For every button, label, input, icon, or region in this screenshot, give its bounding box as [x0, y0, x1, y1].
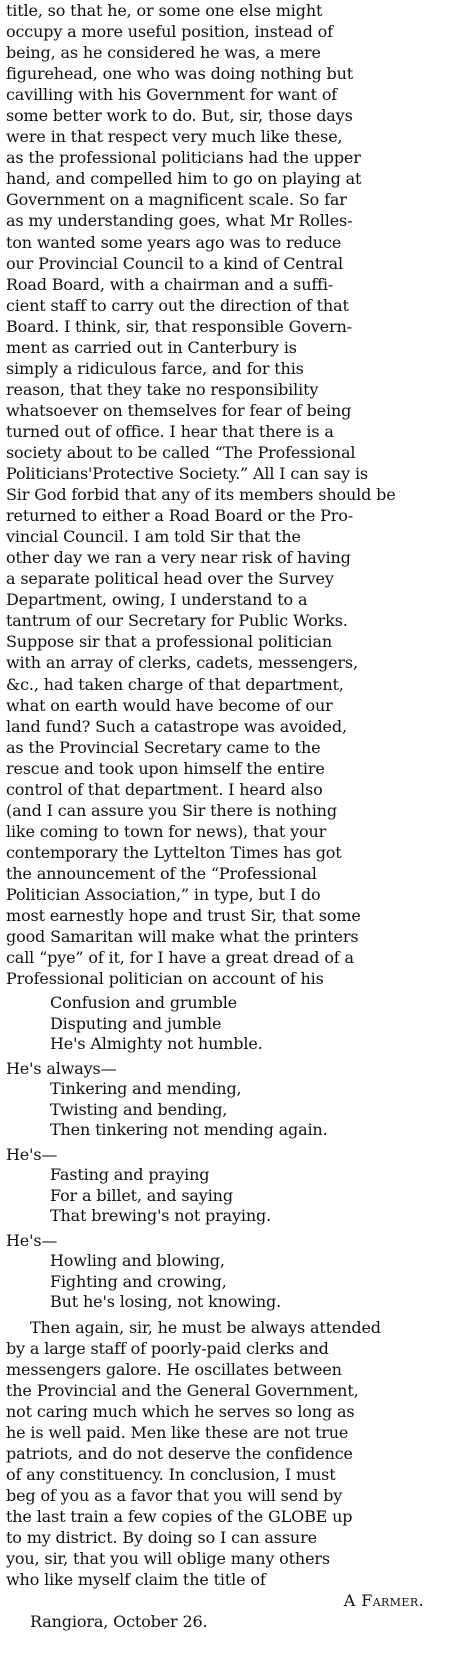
- text-line: good Samaritan will make what the printers: [6, 927, 359, 947]
- dateline: Rangiora, October 26.: [30, 1612, 208, 1632]
- text-line: patriots, and do not deserve the confidence: [6, 1443, 353, 1463]
- verse-line: He's Almighty not humble.: [50, 1034, 263, 1054]
- text-line: other day we ran a very near risk of having: [6, 548, 351, 568]
- verse-line: Fighting and crowing,: [50, 1271, 227, 1291]
- text-line: as my understanding goes, what Mr Rolles-: [6, 211, 353, 231]
- text-line: returned to either a Road Board or the Pro-: [6, 506, 354, 526]
- stanza-head: He's always—: [6, 1058, 117, 1078]
- text-line: a separate political head over the Survey: [6, 569, 334, 589]
- closing-paragraph: [6, 1317, 446, 1591]
- text-line: most earnestly hope and trust Sir, that some: [6, 906, 361, 926]
- text-line: whatsoever on themselves for fear of being: [6, 400, 352, 420]
- text-line: vincial Council. I am told Sir that the: [6, 527, 301, 547]
- text-line: cient staff to carry out the direction of that: [6, 295, 349, 315]
- signature: A Farmer.: [343, 1591, 424, 1611]
- text-line: &c., had taken charge of that department,: [6, 674, 344, 694]
- text-line: the Provincial and the General Government,: [6, 1380, 359, 1400]
- text-line: Professional politician on account of his: [6, 969, 324, 989]
- text-line: some better work to do. But, sir, those days: [6, 106, 353, 126]
- body-paragraph: [6, 0, 446, 989]
- text-line: what on earth would have become of our: [6, 695, 333, 715]
- text-line: Board. I think, sir, that responsible Govern-: [6, 316, 352, 336]
- verse-line: Confusion and grumble: [50, 993, 237, 1013]
- text-line: society about to be called “The Professional: [6, 442, 356, 462]
- text-line: Politicians'Protective Society.” All I can say is: [6, 464, 368, 484]
- text-line: with an array of clerks, cadets, messengers,: [6, 653, 358, 673]
- text-line: Government on a magnificent scale. So far: [6, 190, 347, 210]
- text-line: being, as he considered he was, a mere: [6, 43, 321, 63]
- verse-stanza: [6, 1145, 446, 1227]
- text-line: cavilling with his Government for want of: [6, 85, 338, 105]
- text-line: Road Board, with a chairman and a suffi-: [6, 274, 334, 294]
- text-line: rescue and took upon himself the entire: [6, 758, 325, 778]
- verse-line: Twisting and bending,: [50, 1099, 228, 1119]
- text-line: Suppose sir that a professional politician: [6, 632, 333, 652]
- text-line: you, sir, that you will oblige many others: [6, 1549, 330, 1569]
- text-line: simply a ridiculous farce, and for this: [6, 358, 304, 378]
- text-line: of any constituency. In conclusion, I must: [6, 1465, 336, 1485]
- text-line: Department, owing, I understand to a: [6, 590, 308, 610]
- text-line: contemporary the Lyttelton Times has got: [6, 842, 342, 862]
- verse-line: That brewing's not praying.: [50, 1206, 272, 1226]
- verse-intro: [6, 993, 446, 1055]
- text-line: call “pye” of it, for I have a great dread of a: [6, 948, 354, 968]
- text-line: reason, that they take no responsibility: [6, 379, 319, 399]
- verse-line: For a billet, and saying: [50, 1185, 233, 1205]
- text-line: hand, and compelled him to go on playing at: [6, 169, 362, 189]
- text-line: the last train a few copies of the GLOBE up: [6, 1507, 353, 1527]
- text-line: title, so that he, or some one else might: [6, 1, 323, 20]
- stanza-head: He's—: [6, 1144, 58, 1164]
- text-line: occupy a more useful position, instead of: [6, 22, 333, 42]
- text-line: who like myself claim the title of: [6, 1570, 266, 1590]
- text-line: figurehead, one who was doing nothing but: [6, 64, 354, 84]
- text-line: messengers galore. He oscillates between: [6, 1359, 342, 1379]
- verse-line: Then tinkering not mending again.: [50, 1120, 328, 1140]
- text-line: like coming to town for news), that your: [6, 821, 327, 841]
- text-line: (and I can assure you Sir there is nothing: [6, 800, 337, 820]
- text-line: were in that respect very much like these,: [6, 127, 343, 147]
- verse-line: Disputing and jumble: [50, 1013, 222, 1033]
- verse-stanza: [6, 1059, 446, 1141]
- text-line: he is well paid. Men like these are not true: [6, 1422, 349, 1442]
- verse-stanza: [6, 1231, 446, 1313]
- verse-line: Howling and blowing,: [50, 1251, 225, 1271]
- text-line: by a large staff of poorly-paid clerks and: [6, 1338, 329, 1358]
- stanza-head: He's—: [6, 1230, 58, 1250]
- text-line: Politician Association,” in type, but I do: [6, 884, 321, 904]
- text-line: as the Provincial Secretary came to the: [6, 737, 321, 757]
- text-line: Sir God forbid that any of its members should be: [6, 485, 396, 505]
- text-line: the announcement of the “Professional: [6, 863, 317, 883]
- text-line: to my district. By doing so I can assure: [6, 1528, 317, 1548]
- text-line: beg of you as a favor that you will send by: [6, 1486, 343, 1506]
- verse-line: Fasting and praying: [50, 1165, 210, 1185]
- text-line: turned out of office. I hear that there is a: [6, 421, 334, 441]
- text-line: not caring much which he serves so long as: [6, 1401, 355, 1421]
- text-line: tantrum of our Secretary for Public Works.: [6, 611, 348, 631]
- text-line: as the professional politicians had the upper: [6, 148, 361, 168]
- verse-line: But he's losing, not knowing.: [50, 1292, 282, 1312]
- text-line: our Provincial Council to a kind of Central: [6, 253, 343, 273]
- text-line: control of that department. I heard also: [6, 779, 323, 799]
- verse-line: Tinkering and mending,: [50, 1079, 242, 1099]
- text-line: land fund? Such a catastrope was avoided,: [6, 716, 347, 736]
- text-line: Then again, sir, he must be always attended: [30, 1317, 381, 1337]
- text-line: ton wanted some years ago was to reduce: [6, 232, 342, 252]
- text-line: ment as carried out in Canterbury is: [6, 337, 297, 357]
